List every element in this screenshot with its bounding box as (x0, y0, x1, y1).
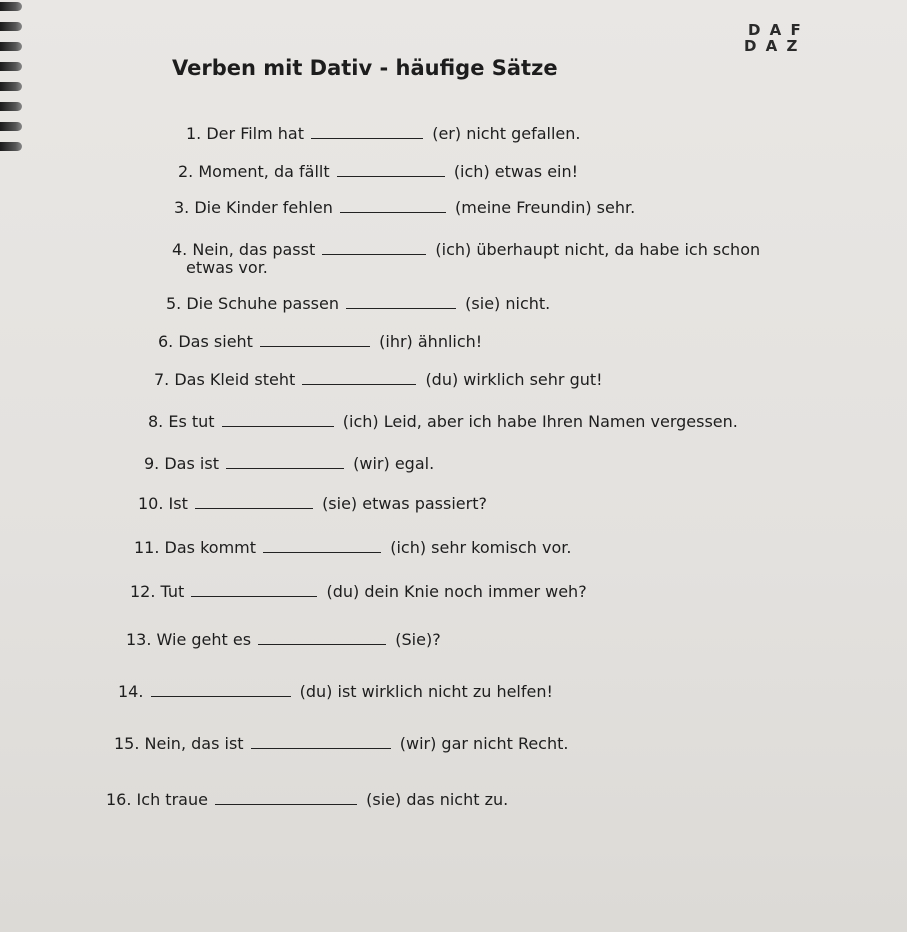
answer-blank[interactable] (340, 211, 446, 213)
exercise-prefix: Nein, das ist (144, 734, 244, 753)
exercise-prefix: Die Schuhe passen (186, 294, 339, 313)
exercise-prefix: Tut (160, 582, 185, 601)
exercise-suffix: (sie) nicht. (465, 294, 551, 313)
exercise-prefix: Das kommt (164, 538, 257, 557)
exercise-number: 8. (148, 412, 164, 431)
exercise-prefix: Das Kleid steht (174, 370, 296, 389)
exercise-continuation: etwas vor. (186, 258, 268, 277)
answer-blank[interactable] (260, 345, 370, 347)
exercise-prefix: Die Kinder fehlen (194, 198, 333, 217)
exercise-item (138, 494, 487, 513)
exercise-item (186, 124, 580, 143)
exercise-number: 11. (134, 538, 160, 557)
exercise-item (118, 682, 553, 701)
exercise-item (106, 790, 508, 809)
binder-rings (0, 0, 28, 170)
exercise-suffix: (du) dein Knie noch immer weh? (326, 582, 587, 601)
answer-blank[interactable] (151, 695, 291, 697)
exercise-item (178, 162, 578, 181)
answer-blank[interactable] (322, 253, 426, 255)
exercise-prefix: Der Film hat (206, 124, 305, 143)
exercise-suffix: (du) ist wirklich nicht zu helfen! (299, 682, 553, 701)
answer-blank[interactable] (251, 747, 391, 749)
answer-blank[interactable] (311, 137, 423, 139)
worksheet-title: Verben mit Dativ - häufige Sätze (172, 56, 558, 80)
exercise-number: 5. (166, 294, 182, 313)
exercise-item (130, 582, 587, 601)
answer-blank[interactable] (195, 507, 313, 509)
binder-ring (0, 22, 22, 31)
binder-ring (0, 62, 22, 71)
exercise-prefix: Das ist (164, 454, 219, 473)
answer-blank[interactable] (263, 551, 381, 553)
answer-blank[interactable] (346, 307, 456, 309)
binder-ring (0, 102, 22, 111)
exercise-suffix: (wir) egal. (353, 454, 435, 473)
exercise-number: 12. (130, 582, 156, 601)
exercise-item (174, 198, 635, 217)
exercise-item (154, 370, 603, 389)
exercise-prefix: Es tut (168, 412, 215, 431)
exercise-prefix: Ich traue (136, 790, 208, 809)
answer-blank[interactable] (258, 643, 386, 645)
exercise-item (158, 332, 482, 351)
exercise-prefix: Nein, das passt (192, 240, 316, 259)
answer-blank[interactable] (191, 595, 317, 597)
logo-line-1: D A F (748, 21, 803, 39)
exercise-number: 4. (172, 240, 188, 259)
exercise-number: 16. (106, 790, 132, 809)
exercise-number: 2. (178, 162, 194, 181)
exercise-item (114, 734, 568, 753)
binder-ring (0, 2, 22, 11)
answer-blank[interactable] (302, 383, 416, 385)
answer-blank[interactable] (222, 425, 334, 427)
exercise-item (144, 454, 434, 473)
exercise-suffix: (sie) etwas passiert? (322, 494, 487, 513)
exercise-suffix: (ich) Leid, aber ich habe Ihren Namen vergessen. (342, 412, 738, 431)
exercise-item (126, 630, 441, 649)
exercise-item (172, 240, 760, 259)
exercise-item (148, 412, 738, 431)
exercise-number: 6. (158, 332, 174, 351)
exercise-number: 13. (126, 630, 152, 649)
exercise-suffix: (sie) das nicht zu. (366, 790, 509, 809)
exercise-suffix: (ich) sehr komisch vor. (390, 538, 572, 557)
exercise-suffix: (wir) gar nicht Recht. (399, 734, 569, 753)
exercise-prefix: Ist (168, 494, 188, 513)
exercise-suffix: (er) nicht gefallen. (432, 124, 581, 143)
logo-line-2: D A Z (744, 37, 800, 55)
exercise-number: 1. (186, 124, 202, 143)
exercise-prefix: Wie geht es (156, 630, 252, 649)
exercise-item (166, 294, 550, 313)
binder-ring (0, 122, 22, 131)
answer-blank[interactable] (337, 175, 445, 177)
binder-ring (0, 42, 22, 51)
exercise-number: 9. (144, 454, 160, 473)
exercise-prefix: Das sieht (178, 332, 253, 351)
exercise-number: 10. (138, 494, 164, 513)
exercise-suffix: (ihr) ähnlich! (379, 332, 483, 351)
exercise-suffix: (ich) überhaupt nicht, da habe ich schon (435, 240, 761, 259)
exercise-number: 15. (114, 734, 140, 753)
exercise-number: 3. (174, 198, 190, 217)
exercise-suffix: (du) wirklich sehr gut! (425, 370, 603, 389)
exercise-number: 7. (154, 370, 170, 389)
exercise-suffix: (meine Freundin) sehr. (455, 198, 636, 217)
daf-daz-logo (744, 21, 803, 55)
exercise-prefix: Moment, da fällt (198, 162, 330, 181)
binder-ring (0, 142, 22, 151)
exercise-suffix: (Sie)? (395, 630, 441, 649)
exercise-suffix: (ich) etwas ein! (453, 162, 579, 181)
exercise-item (134, 538, 571, 557)
binder-ring (0, 82, 22, 91)
exercise-number: 14. (118, 682, 144, 701)
answer-blank[interactable] (226, 467, 344, 469)
answer-blank[interactable] (215, 803, 357, 805)
